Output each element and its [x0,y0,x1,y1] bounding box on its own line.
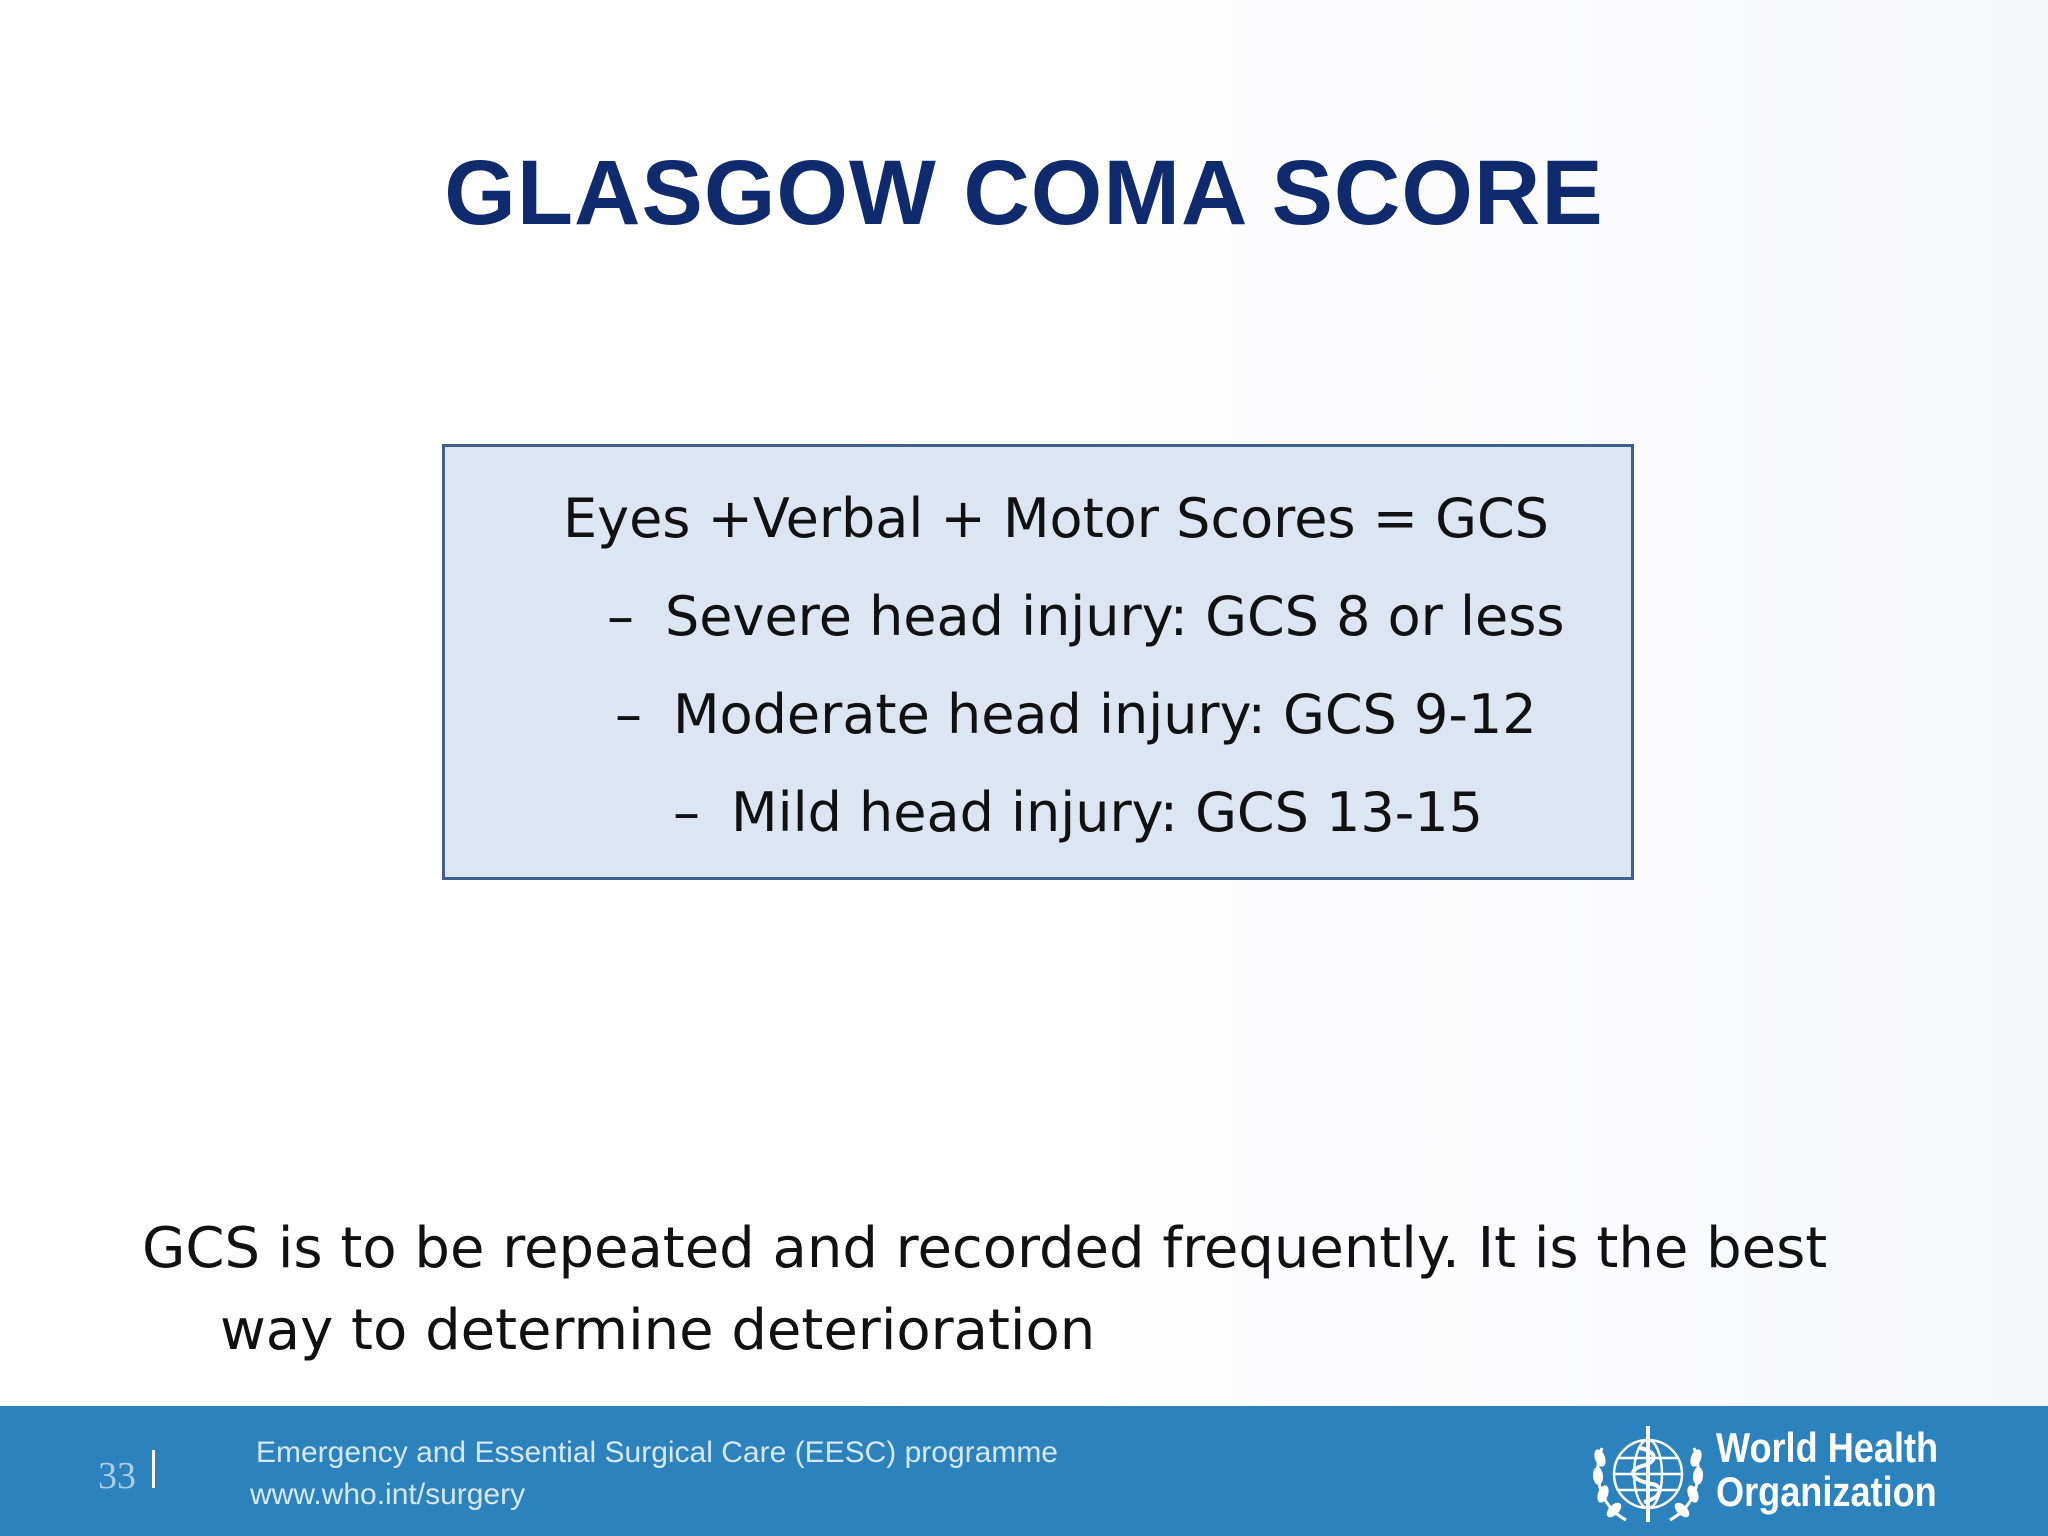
mild-injury-text: Mild head injury: GCS 13-15 [731,781,1483,844]
page-number: 33 [98,1455,136,1497]
slide-title: GLASGOW COMA SCORE [444,142,1604,244]
list-item [607,585,1565,649]
gcs-note: GCS is to be repeated and recorded frequently. It is the best way to determine deterioration [142,1216,1828,1363]
who-organization-name [1716,1426,1938,1514]
footer-bar [0,1406,2048,1536]
list-item [673,781,1483,845]
dash-bullet: – [615,683,642,746]
moderate-injury-text: Moderate head injury: GCS 9-12 [673,683,1537,746]
who-emblem-icon [1586,1418,1710,1530]
page-separator [152,1450,155,1488]
gcs-definition-box [442,444,1634,880]
programme-name: Emergency and Essential Surgical Care (EESC) programme [256,1436,1058,1469]
who-name-line-2: Organization [1716,1468,1937,1515]
programme-url: www.who.int/surgery [250,1478,526,1511]
gcs-formula: Eyes +Verbal + Motor Scores = GCS [563,487,1549,550]
dash-bullet: – [673,781,700,844]
dash-bullet: – [607,585,634,648]
list-item [615,683,1537,747]
who-name-line-1: World Health [1716,1424,1939,1471]
severe-injury-text: Severe head injury: GCS 8 or less [665,585,1565,648]
